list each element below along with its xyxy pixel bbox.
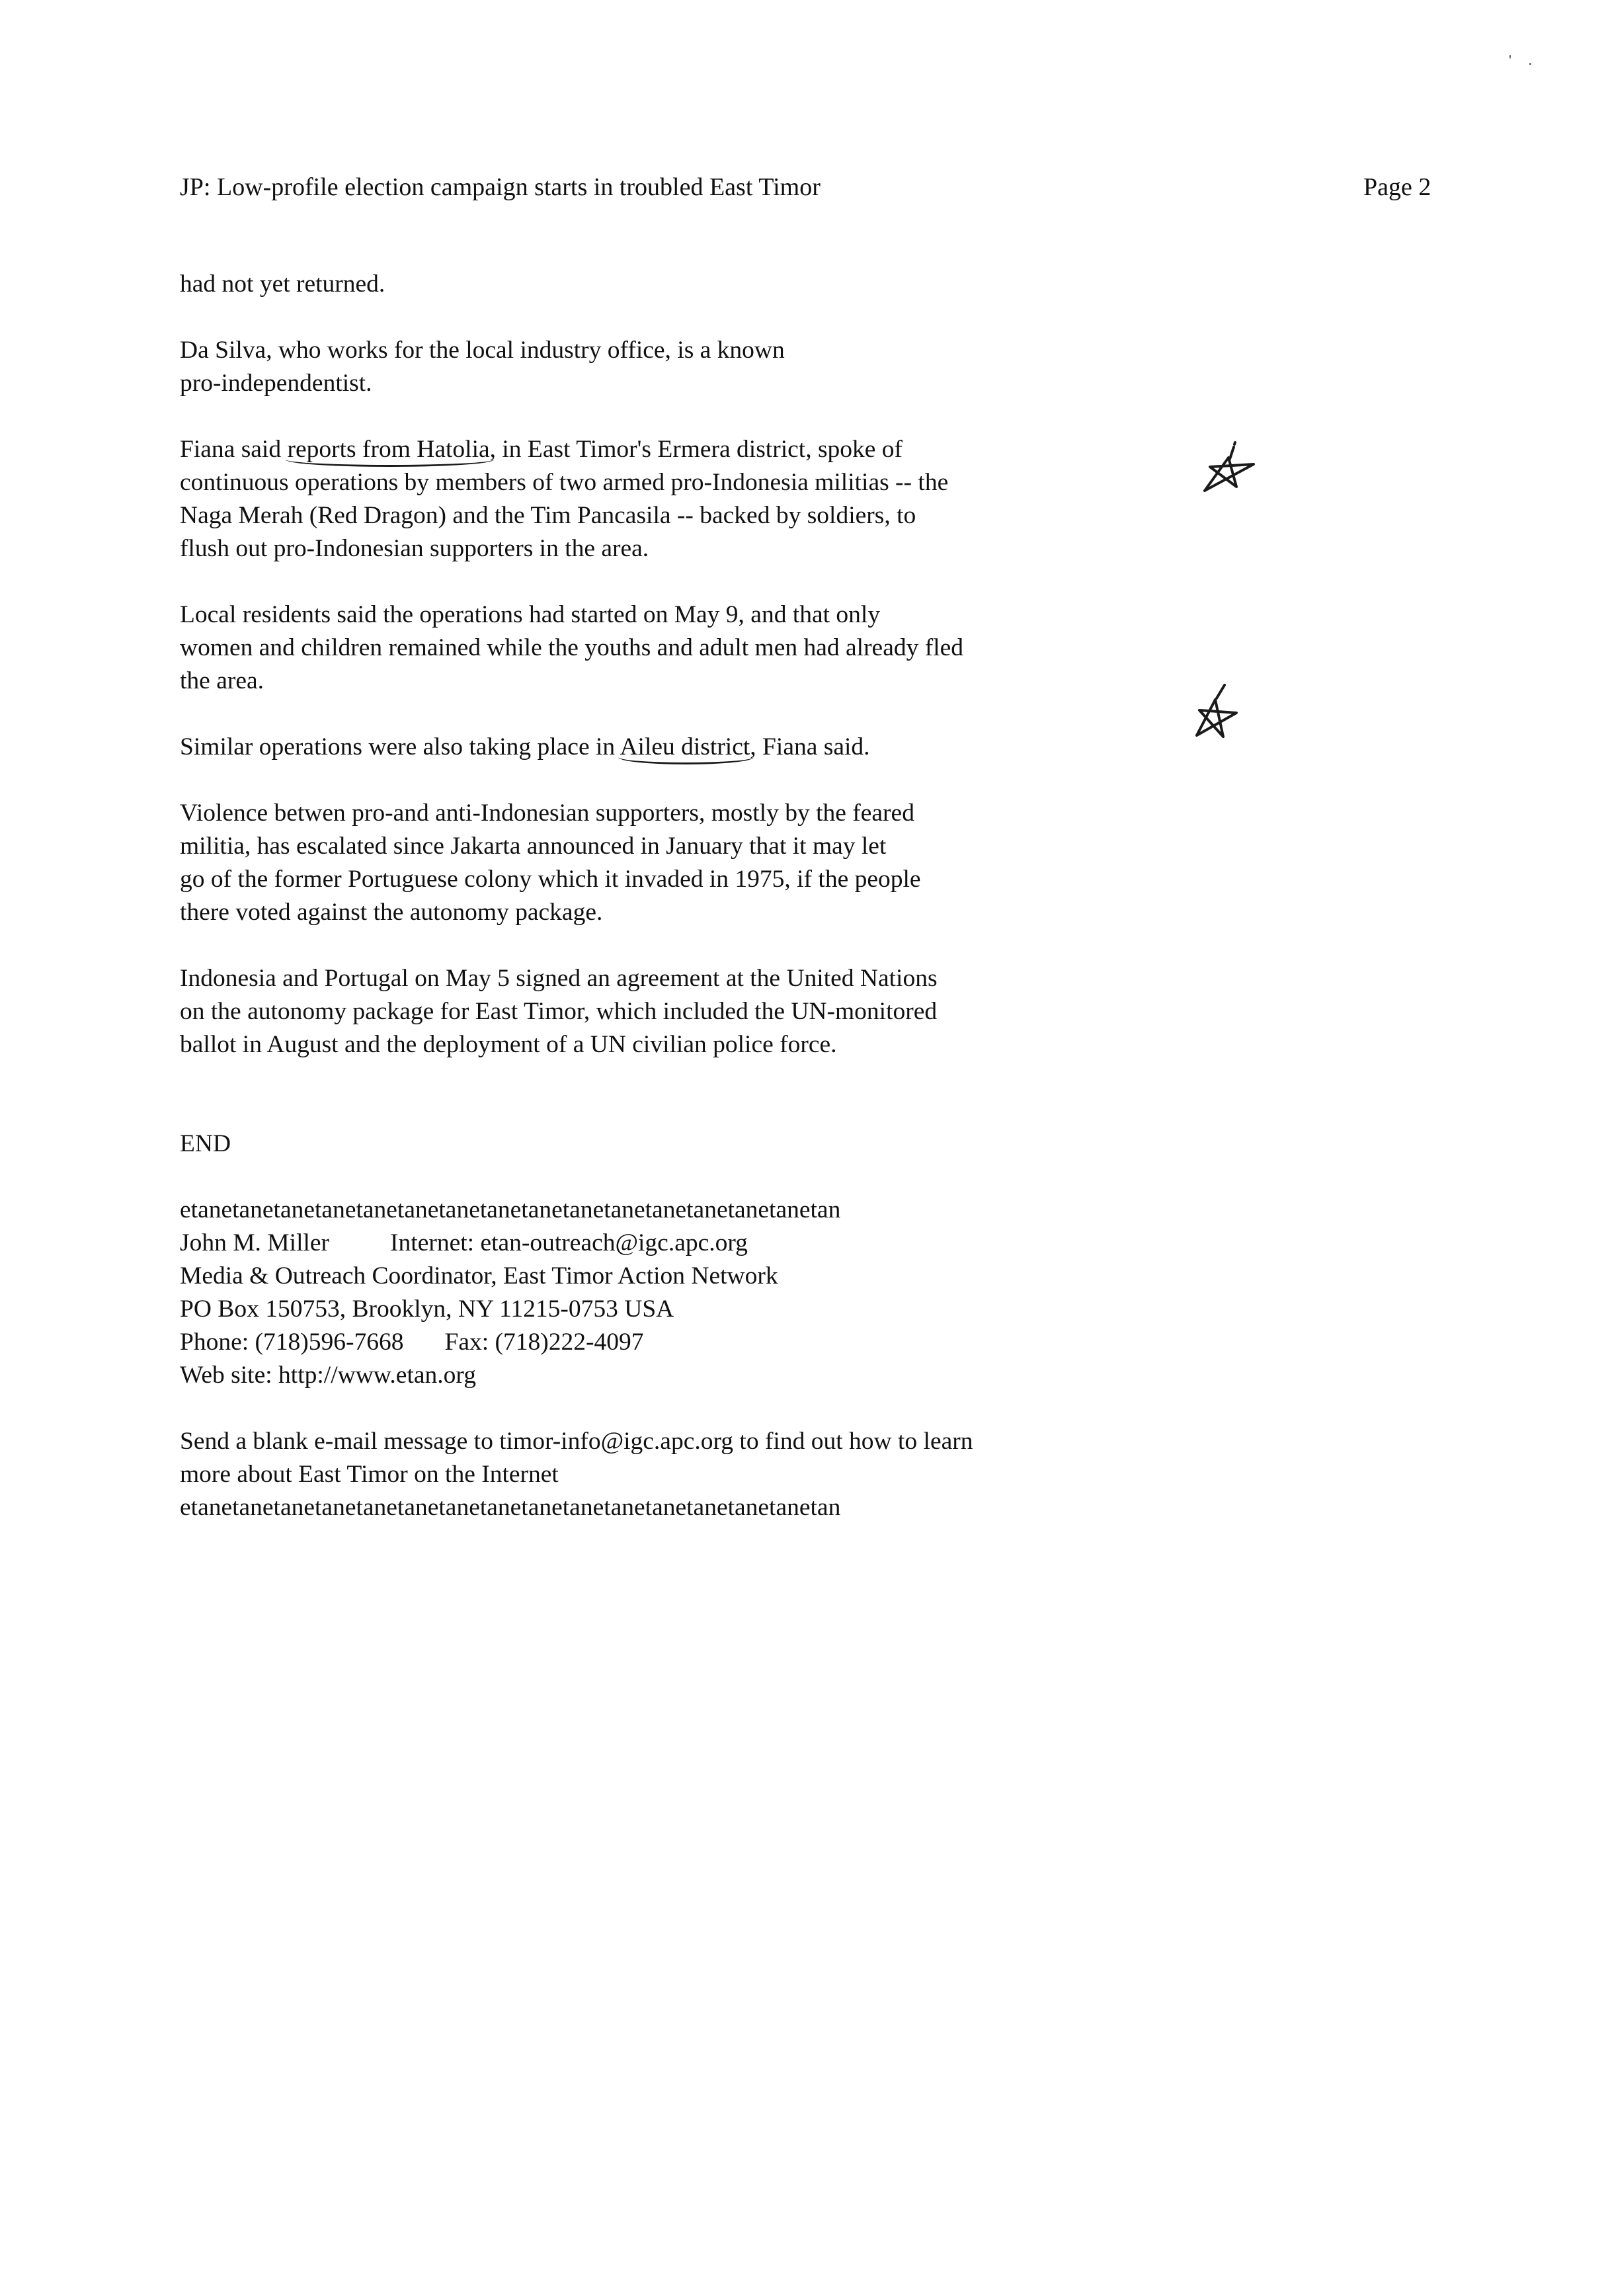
signature-phone: Phone: (718)596-7668 [180, 1329, 404, 1356]
paragraph-3-rest: , in East Timor's Ermera district, spoke of continuous operations by members of two armed pro-Indonesia militias -- the Naga Merah (Red Dragon) and the Tim Pancasila -- backed by soldiers, to flush out pro-Indonesian supporters in the area. [180, 436, 949, 562]
paragraph-7: Indonesia and Portugal on May 5 signed an agreement at the United Nations on the autonomy package for East Timor, which included the UN-monitored ballot in August and the deployment of a UN civilian police force. [180, 965, 938, 1058]
signature-fax: Fax: (718)222-4097 [444, 1329, 644, 1356]
paragraph-1: had not yet returned. [180, 270, 385, 298]
paragraph-5 [180, 731, 1106, 764]
handwritten-underline-hatolia: reports from Hatolia [287, 436, 490, 463]
blank-email-note: Send a blank e-mail message to timor-info@igc.apc.org to find out how to learn more about East Timor on the Internet [180, 1428, 973, 1488]
page-number: Page 2 [1363, 173, 1431, 201]
separator-top: etanetanetanetanetanetanetanetanetanetanetanetanetanetanetanetan [180, 1196, 841, 1223]
article-body [180, 268, 1106, 1557]
signature-name: John M. Miller [180, 1229, 330, 1256]
handwritten-star-mark-icon [1195, 438, 1262, 504]
signature-address: PO Box 150753, Brooklyn, NY 11215-0753 USA [180, 1295, 674, 1323]
paragraph-6: Violence betwen pro-and anti-Indonesian supporters, mostly by the feared militia, has escalated since Jakarta announced in January that it may let go of the former Portuguese colony which it invaded in 1975, if the people there voted against the autonomy package. [180, 800, 921, 926]
paragraph-4: Local residents said the operations had started on May 9, and that only women and children remained while the youths and adult men had already fled the area. [180, 601, 964, 694]
corner-scan-marks: ' . [1509, 52, 1539, 68]
handwritten-underline-aileu: Aileu district [620, 733, 750, 760]
end-marker: END [180, 1130, 231, 1157]
footer-block [180, 1425, 1106, 1524]
signature-website: Web site: http://www.etan.org [180, 1362, 476, 1389]
signature-block [180, 1194, 1106, 1392]
paragraph-3-lead: Fiana said [180, 436, 288, 463]
phone-fax-line [180, 1326, 1106, 1359]
running-header-title: JP: Low-profile election campaign starts in troubled East Timor [180, 173, 821, 201]
paragraph-5-rest: , Fiana said. [750, 733, 870, 760]
name-internet-line [180, 1227, 1106, 1260]
separator-bottom: etanetanetanetanetanetanetanetanetanetanetanetanetanetanetanetan [180, 1494, 841, 1521]
signature-role: Media & Outreach Coordinator, East Timor Action Network [180, 1262, 778, 1290]
handwritten-star-mark-icon [1184, 680, 1250, 746]
paragraph-3 [180, 433, 1106, 565]
paragraph-5-lead: Similar operations were also taking place in [180, 733, 620, 760]
signature-internet: Internet: etan-outreach@igc.apc.org [390, 1229, 748, 1256]
paragraph-2: Da Silva, who works for the local industry office, is a known pro-independentist. [180, 337, 785, 397]
